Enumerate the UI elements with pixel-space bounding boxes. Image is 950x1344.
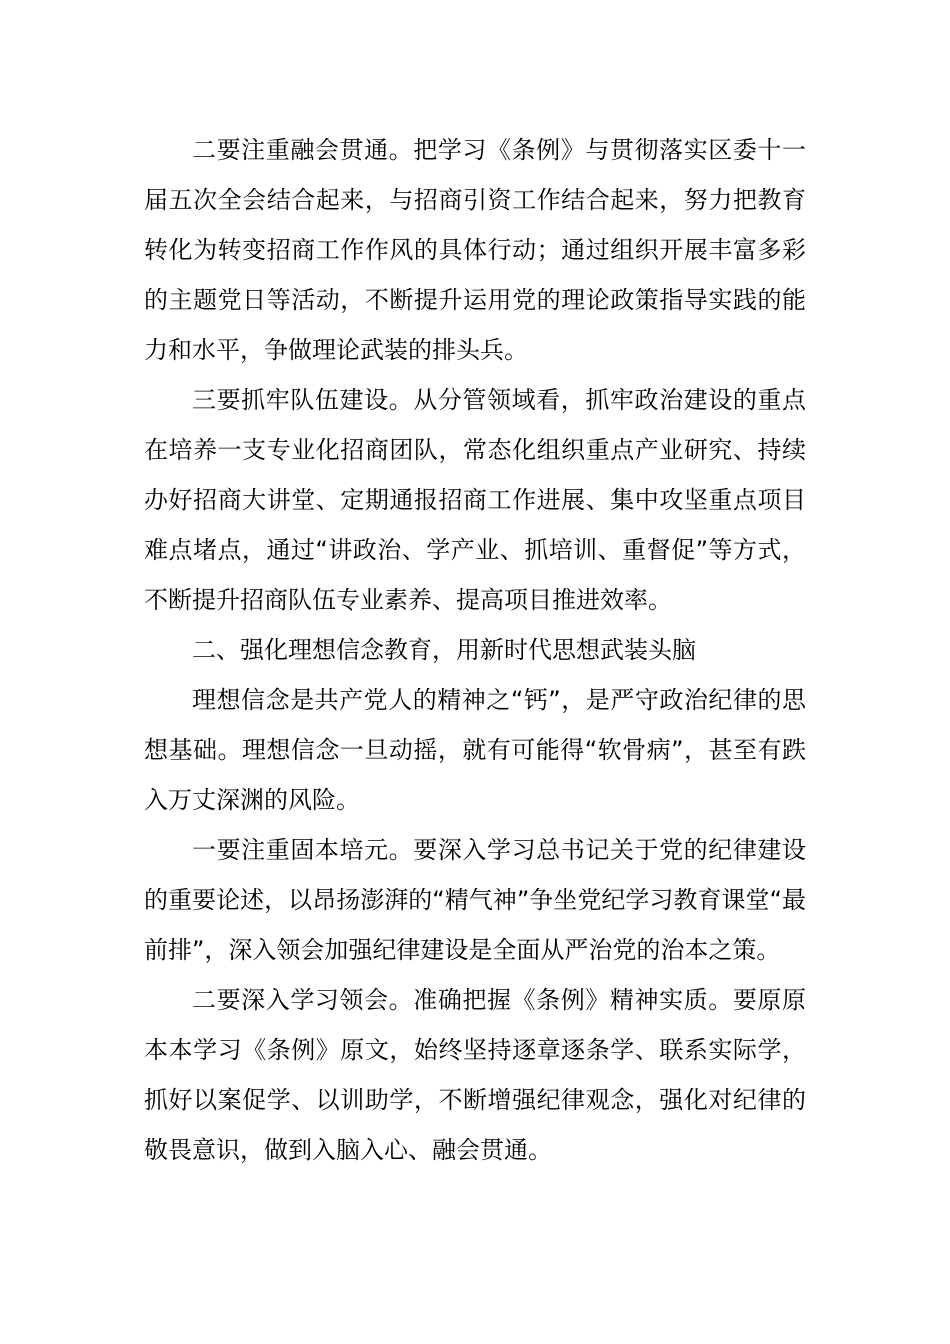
paragraph-team-building: 三要抓牢队伍建设。从分管领域看，抓牢政治建设的重点在培养一支专业化招商团队，常态化组织重点产业研究、持续办好招商大讲堂、定期通报招商工作进展、集中攻坚重点项目难点堵点，通过“讲政治、学产业、抓培训、重督促”等方式，不断提升招商队伍专业素养、提高项目推进效率。 [144,386,806,614]
document-body [144,125,806,1175]
paragraph-integration: 二要注重融会贯通。把学习《条例》与贯彻落实区委十一届五次全会结合起来，与招商引资工作结合起来，努力把教育转化为转变招商工作作风的具体行动；通过组织开展丰富多彩的主题党日等活动，不断提升运用党的理论政策指导实践的能力和水平，争做理论武装的排头兵。 [144,136,806,364]
paragraph-ideals-intro: 理想信念是共产党人的精神之“钙”，是严守政治纪律的思想基础。理想信念一旦动摇，就有可能得“软骨病”，甚至有跌入万丈深渊的风险。 [144,686,806,814]
section-heading-ideals: 二、强化理想信念教育，用新时代思想武装头脑 [192,636,696,664]
paragraph-foundation: 一要注重固本培元。要深入学习总书记关于党的纪律建设的重要论述，以昂扬澎湃的“精气神”争坐党纪学习教育课堂“最前排”，深入领会加强纪律建设是全面从严治党的治本之策。 [144,836,806,964]
paragraph-study: 二要深入学习领会。准确把握《条例》精神实质。要原原本本学习《条例》原文，始终坚持逐章逐条学、联系实际学，抓好以案促学、以训助学，不断增强纪律观念，强化对纪律的敬畏意识，做到入脑入心、融会贯通。 [144,986,806,1164]
